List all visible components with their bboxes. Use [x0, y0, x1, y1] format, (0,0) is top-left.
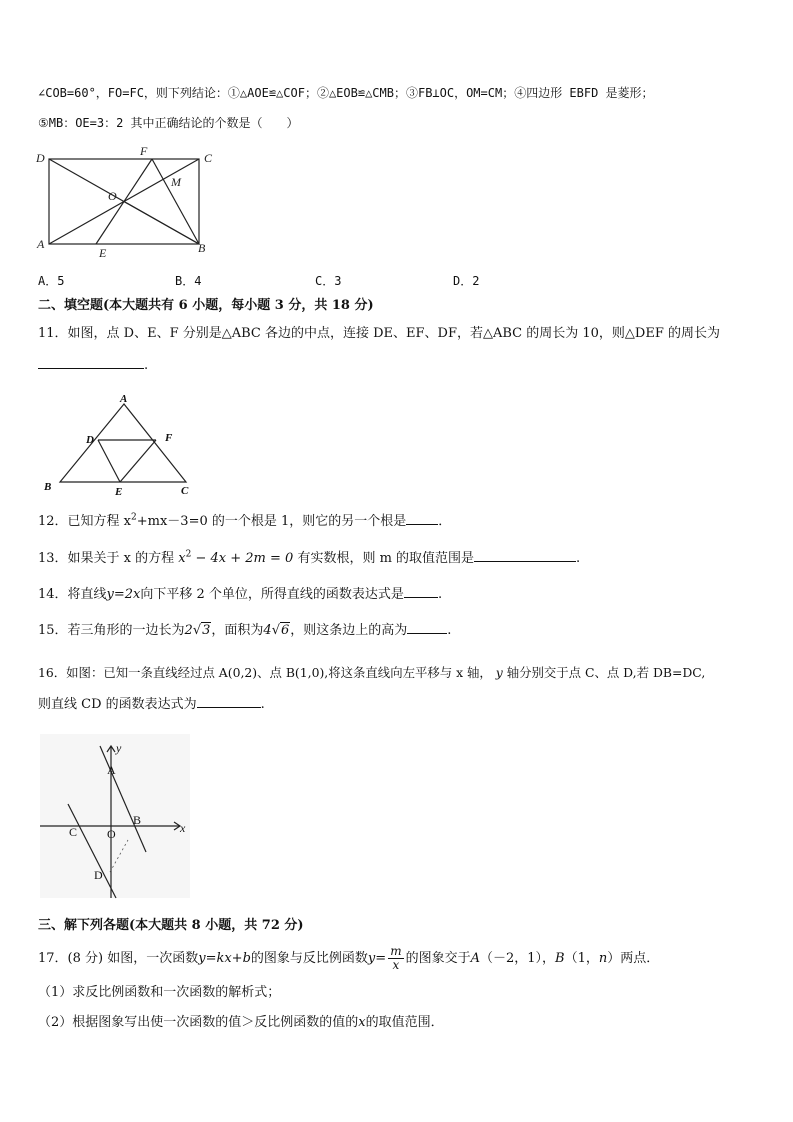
q16-label-A: A	[107, 763, 116, 777]
q17-part1: （1）求反比例函数和一次函数的解析式；	[38, 985, 281, 1000]
q10-label-F: F	[140, 144, 148, 158]
q17-fraction: $\frac{m}{x}$	[390, 944, 402, 972]
q16-label-D: D	[94, 868, 103, 882]
q16-label-y: y	[116, 741, 122, 755]
q15-answer-blank[interactable]	[407, 620, 447, 634]
q11-label-A: A	[120, 393, 128, 405]
q10-option-d[interactable]: D．2	[453, 274, 480, 288]
q11-label-F: F	[165, 432, 173, 444]
q10-option-a[interactable]: A．5	[38, 274, 65, 288]
q12-text: 12．已知方程 $x^2+mx-3=0$ 的一个根是 1，则它的另一个根是 ．	[38, 512, 452, 529]
q10-label-D: D	[36, 151, 45, 165]
q11-end: .	[144, 358, 149, 373]
q16-coordinate-figure	[36, 732, 196, 902]
q11-answer-blank[interactable]	[38, 355, 144, 369]
q14-text: 14．将直线y=2x向下平移 2 个单位，所得直线的函数表达式是 .	[38, 584, 442, 604]
q14-answer-blank[interactable]	[404, 584, 438, 598]
q10-text-line2: ⑤MB：OE=3：2 其中正确结论的个数是（ ）	[38, 116, 299, 130]
q13-text: 13．如果关于 x 的方程 $x^2 - 4x + 2m = 0$ 有实数根，则 m 的取值范围是 .	[38, 549, 581, 566]
q10-label-A: A	[37, 237, 45, 251]
q11-answer-line	[38, 355, 148, 375]
q16-label-C: C	[69, 825, 78, 839]
q11-label-C: C	[181, 485, 189, 497]
q16-label-x: x	[180, 821, 186, 835]
q16-text-line2: 则直线 CD 的函数表达式为 .	[38, 694, 265, 714]
q16-label-B: B	[133, 813, 142, 827]
q16-answer-blank[interactable]	[197, 694, 261, 708]
q15-text: 15．若三角形的一边长为2√3，面积为4√6，则这条边上的高为 .	[38, 620, 451, 640]
q11-label-B: B	[44, 481, 52, 493]
q16-text-line1: 16．如图：已知一条直线经过点 A(0,2)、点 B(1,0),将这条直线向左平移与 x 轴， y 轴分别交于点 C、点 D,若 DB=DC,	[38, 665, 706, 680]
q17-text: 17．(8 分) 如图，一次函数y=kx+b的图象与反比例函数y= $\frac{m}{x}$ 的图象交于A（－2，1），B（1，n）两点．	[38, 944, 660, 972]
q10-text-line1: ∠COB=60°，FO=FC，则下列结论：①△AOE≌△COF；②△EOB≌△CMB；③FB⊥OC，OM=CM；④四边形 EBFD 是菱形；	[38, 86, 654, 100]
q10-rectangle-figure	[34, 144, 224, 262]
q11-label-E: E	[115, 486, 123, 498]
q17-part2: （2）根据图象写出使一次函数的值＞反比例函数的值的x的取值范围．	[38, 1015, 444, 1030]
section2-title: 二、填空题(本大题共有 6 小题，每小题 3 分，共 18 分)	[38, 298, 374, 313]
q10-option-c[interactable]: C．3	[315, 274, 342, 288]
q10-label-M: M	[171, 175, 181, 189]
q11-text: 11．如图，点 D、E、F 分别是△ABC 各边的中点，连接 DE、EF、DF，若△ABC 的周长为 10，则△DEF 的周长为	[38, 326, 720, 341]
q16-label-O: O	[107, 827, 116, 841]
q13-answer-blank[interactable]	[474, 548, 576, 562]
q12-answer-blank[interactable]	[406, 511, 438, 525]
q10-label-C: C	[204, 151, 213, 165]
q11-label-D: D	[86, 434, 94, 446]
q10-label-O: O	[108, 189, 117, 203]
q10-option-b[interactable]: B．4	[175, 274, 202, 288]
section3-title: 三、解下列各题(本大题共 8 小题，共 72 分)	[38, 918, 304, 933]
q11-triangle-figure	[40, 390, 200, 500]
q10-label-E: E	[99, 246, 107, 260]
q10-label-B: B	[198, 241, 206, 255]
